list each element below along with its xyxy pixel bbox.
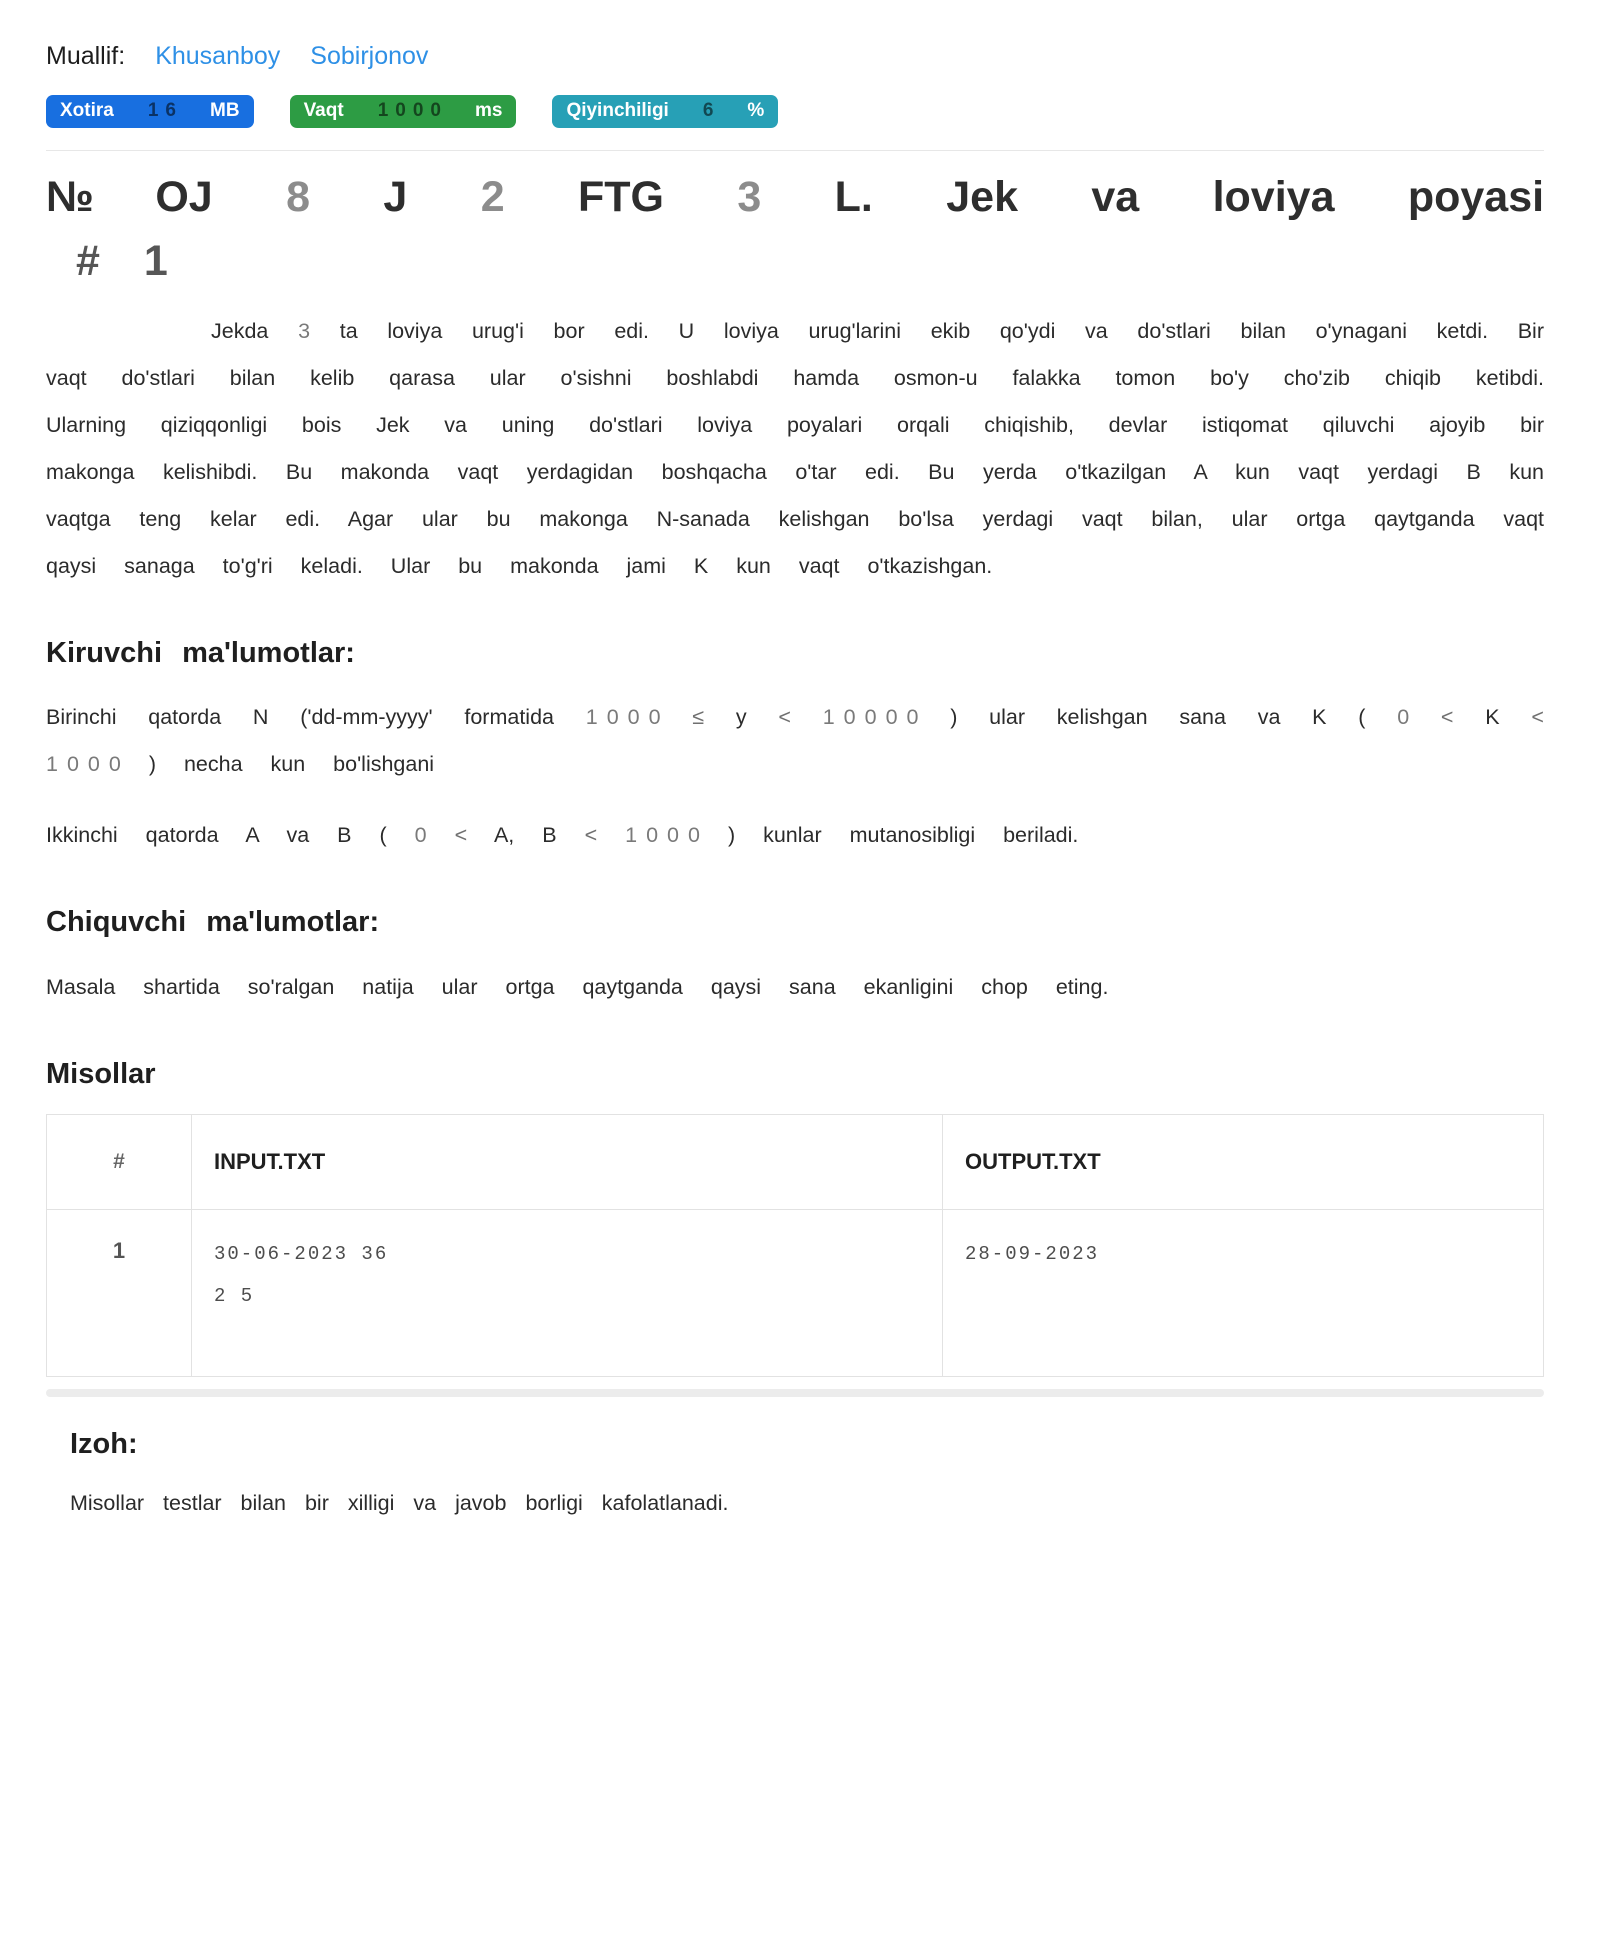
example-output-cell xyxy=(943,1210,1544,1377)
difficulty-badge xyxy=(552,95,778,128)
section-divider-strip xyxy=(46,1389,1544,1397)
spec-operator: < xyxy=(454,823,468,848)
difficulty-badge-label: Qiyinchiligi xyxy=(566,100,669,121)
statement-text: ta loviya urug'i bor edi. U loviya urug'larini ekib qo'ydi va do'stlari bilan o'ynagani ketdi. Bir vaqt do'stlari bilan kelib qarasa ular o'sishni boshlabdi hamda osmon-u falakka tomon bo'y cho'zib chiqib ketibdi. Ularning qiziqqonligi bois Jek va uning do'stlari loviya poyalari orqali chiqishib, devlar istiqomat qiluvchi ajoyib bir makonga kelishibdi. Bu makonda vaqt yerdagidan boshqacha o'tar edi. Bu yerda o'tkazilgan A kun vaqt yerdagi B kun vaqtga teng kelar edi. Agar ular bu makonga N-sanada kelishgan bo'lsa yerdagi vaqt bilan, ular ortga qaytganda vaqt qaysi sanaga to'g'ri keladi. Ular bu makonda jami K kun vaqt o'tkazishgan. xyxy=(46,318,1544,578)
spec-number: 1000 xyxy=(46,752,130,777)
memory-badge-unit: MB xyxy=(210,100,240,121)
title-part: Jek xyxy=(946,172,1018,221)
title-part: FTG xyxy=(577,172,664,221)
spec-operator: ≤ xyxy=(692,705,705,730)
difficulty-badge-unit: % xyxy=(747,100,765,121)
author-link-last-name[interactable]: Sobirjonov xyxy=(310,42,429,70)
examples-table xyxy=(46,1114,1544,1377)
column-header-output: OUTPUT.TXT xyxy=(943,1115,1544,1210)
example-input-value: 30-06-2023 36 2 5 xyxy=(214,1243,389,1307)
column-header-index: # xyxy=(47,1115,192,1210)
statement-number: 3 xyxy=(298,318,320,343)
spec-operator: < xyxy=(1531,705,1544,730)
spec-variable: A, xyxy=(493,823,515,848)
time-badge-label: Vaqt xyxy=(303,100,344,121)
title-part: №OJ xyxy=(46,172,213,221)
title-part: 8 xyxy=(286,172,311,221)
input-spec-line2 xyxy=(46,812,1544,859)
memory-badge-value: 16 xyxy=(147,100,183,121)
note-heading: Izoh: xyxy=(70,1427,138,1460)
input-section-heading: Kiruvchi ma'lumotlar: xyxy=(46,636,355,669)
output-section-heading: Chiquvchi ma'lumotlar: xyxy=(46,906,380,939)
author-link-first-name[interactable]: Khusanboy xyxy=(155,42,281,70)
spec-text: ) necha kun bo'lishgani xyxy=(148,752,435,777)
spec-text: ) kunlar mutanosibligi beriladi. xyxy=(727,823,1079,848)
page-title xyxy=(46,165,1544,294)
page-title-line2 xyxy=(46,229,1544,294)
examples-heading: Misollar xyxy=(46,1058,156,1091)
title-part: poyasi xyxy=(1407,172,1545,221)
example-input-cell xyxy=(192,1210,943,1377)
spec-text: Birinchi qatorda N ('dd-mm-yyyy' formatida xyxy=(46,705,554,730)
spec-text: ) ular kelishgan sana va K ( xyxy=(950,705,1366,730)
column-header-input: INPUT.TXT xyxy=(192,1115,943,1210)
title-hash: # xyxy=(76,237,100,286)
title-number: 1 xyxy=(143,237,168,286)
author-label: Muallif: xyxy=(46,42,126,70)
example-output-value: 28-09-2023 xyxy=(965,1243,1100,1266)
spec-number: 0 xyxy=(1397,705,1419,730)
memory-badge xyxy=(46,95,254,128)
title-part: 3 xyxy=(737,172,762,221)
output-spec: Masala shartida so'ralgan natija ular ortga qaytganda qaysi sana ekanligini chop eting. xyxy=(46,975,1109,1000)
spec-variable: K xyxy=(1485,705,1500,730)
spec-number: 0 xyxy=(414,823,436,848)
title-part: L. xyxy=(834,172,873,221)
input-spec-line1 xyxy=(46,694,1544,788)
note-text: Misollar testlar bilan bir xilligi va javob borligi kafolatlanadi. xyxy=(70,1491,729,1516)
title-part: J xyxy=(383,172,408,221)
title-part: va xyxy=(1091,172,1140,221)
spec-variable: B xyxy=(542,823,557,848)
problem-statement xyxy=(46,308,1544,590)
page-title-line1 xyxy=(46,165,1544,230)
author-row xyxy=(46,42,1544,71)
time-badge-unit: ms xyxy=(474,100,503,121)
spec-operator: < xyxy=(584,823,598,848)
time-badge xyxy=(290,95,517,128)
spec-text: Ikkinchi qatorda A va B ( xyxy=(46,823,387,848)
memory-badge-label: Xotira xyxy=(60,100,114,121)
example-index: 1 xyxy=(47,1210,192,1377)
statement-text: Jekda xyxy=(211,318,269,343)
note-section xyxy=(46,1427,1544,1524)
spec-number: 1000 xyxy=(585,705,670,730)
divider xyxy=(46,150,1544,151)
title-part: loviya xyxy=(1212,172,1335,221)
table-row xyxy=(47,1210,1544,1377)
spec-variable: y xyxy=(735,705,747,730)
badges-row xyxy=(46,95,1544,128)
title-part: 2 xyxy=(480,172,505,221)
spec-operator: < xyxy=(1440,705,1454,730)
spec-number: 10000 xyxy=(822,705,928,730)
spec-number: 1000 xyxy=(625,823,709,848)
difficulty-badge-value: 6 xyxy=(702,100,721,121)
spec-operator: < xyxy=(778,705,791,730)
time-badge-value: 1000 xyxy=(377,100,448,121)
examples-table-header-row xyxy=(47,1115,1544,1210)
